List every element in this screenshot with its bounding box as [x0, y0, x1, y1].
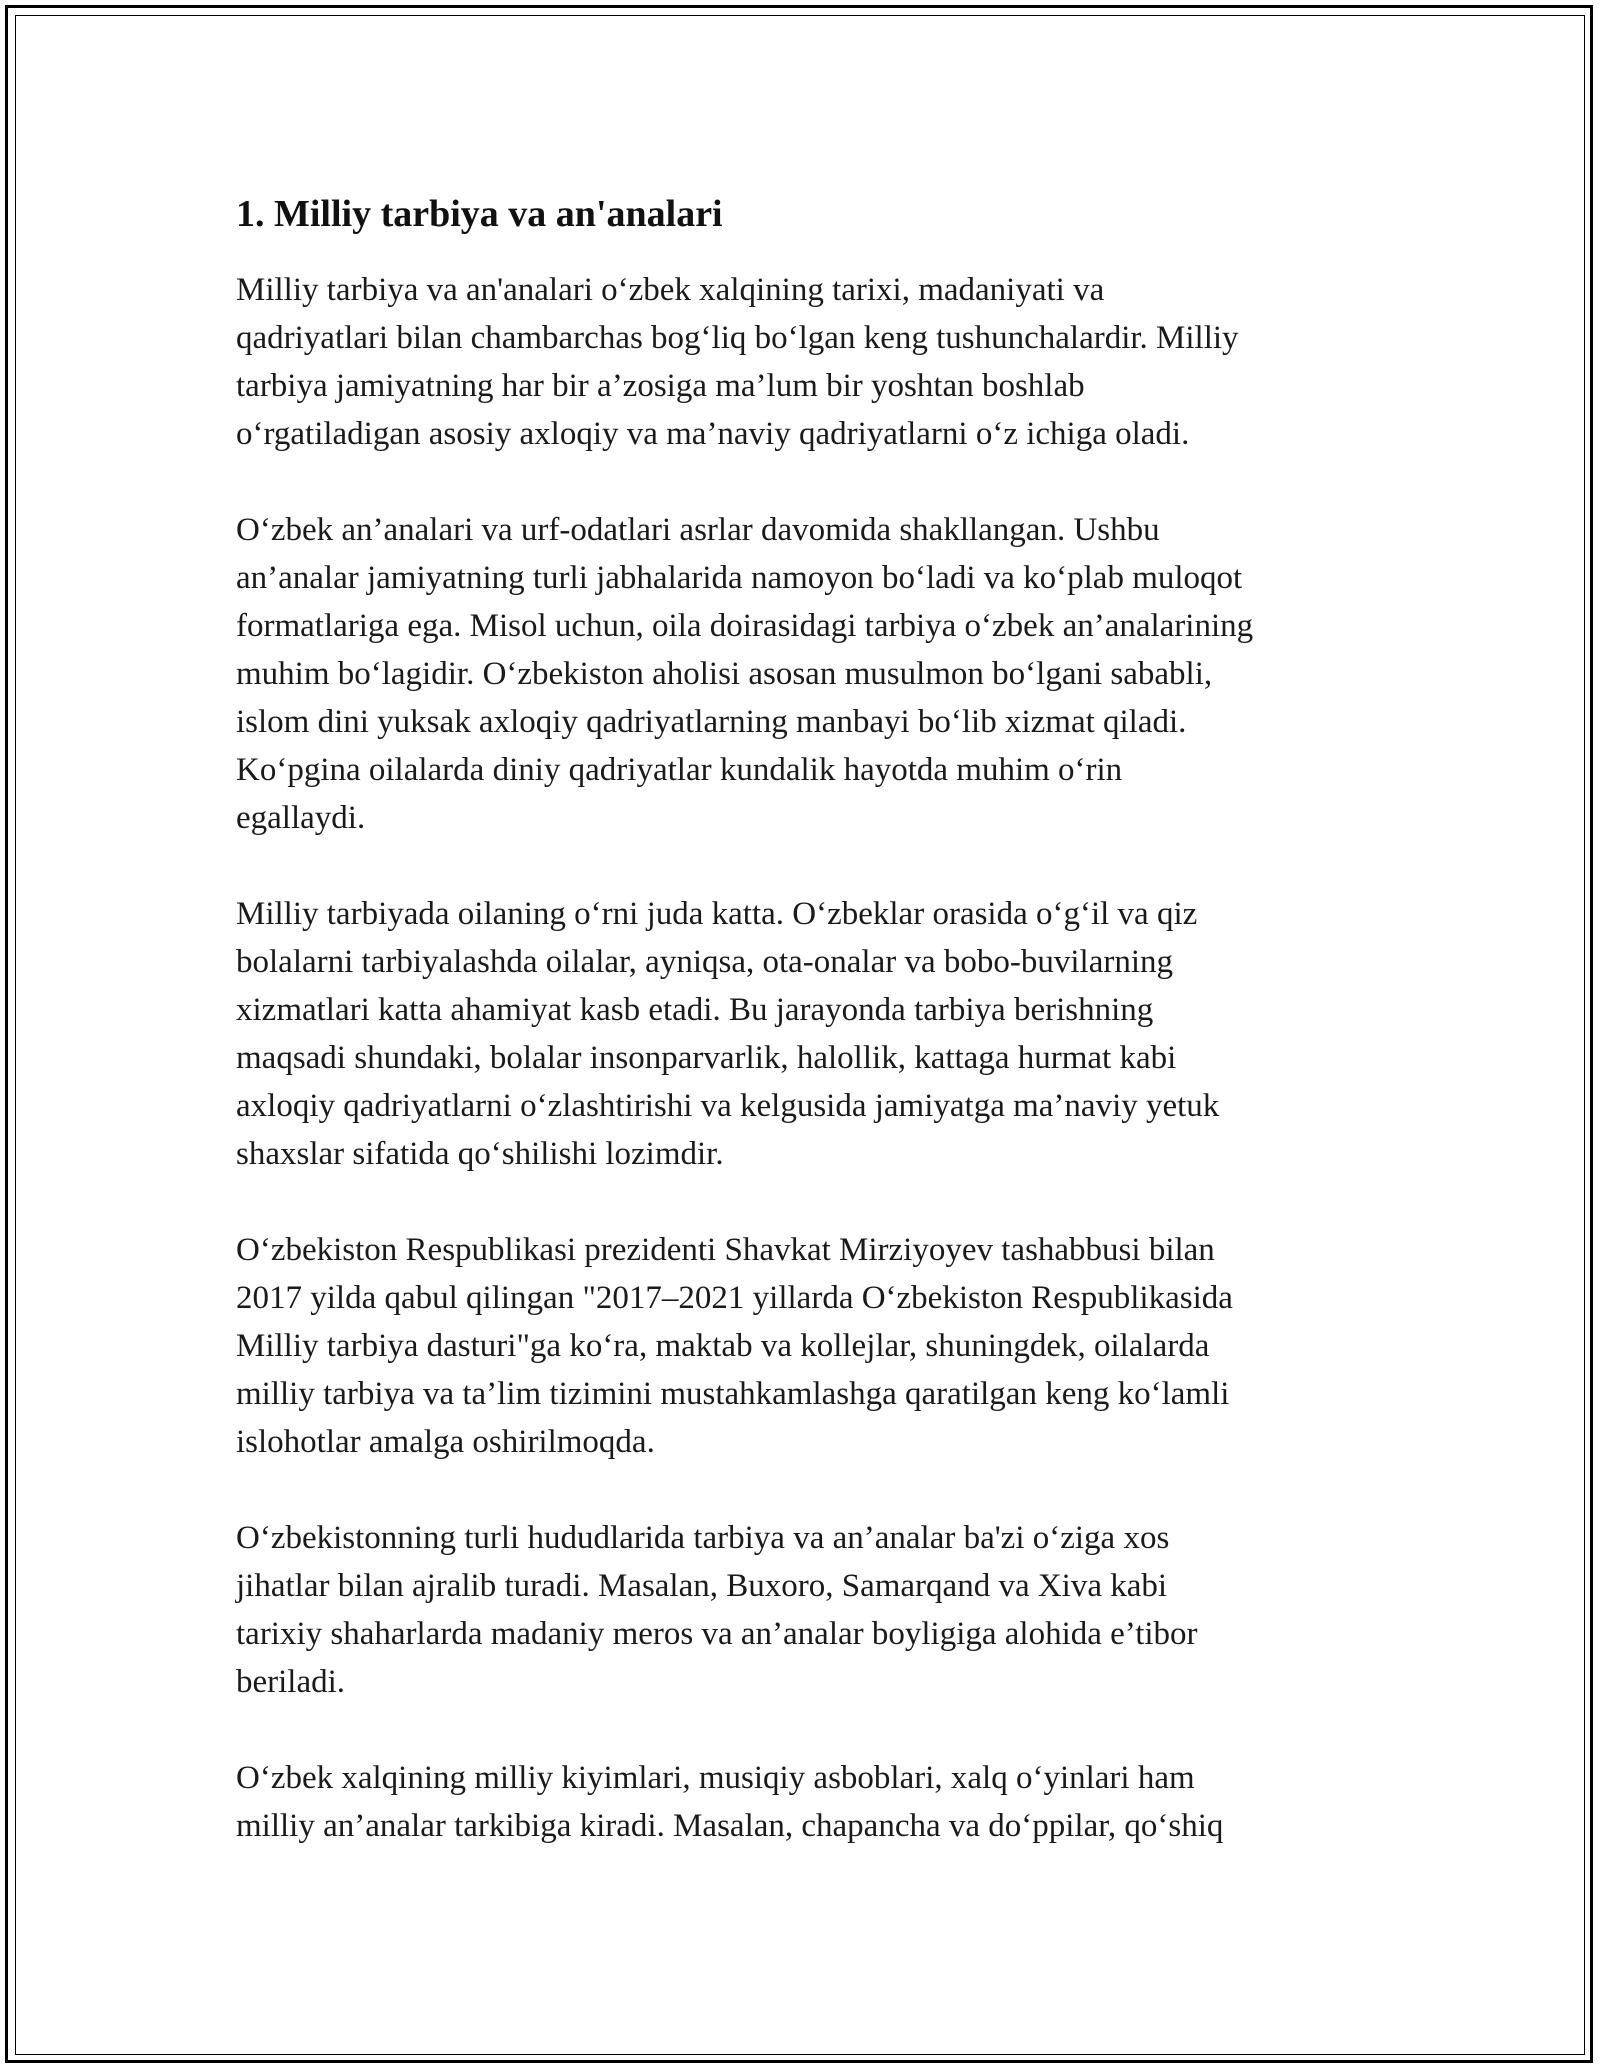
paragraph-4: O‘zbekiston Respublikasi prezidenti Shavkat Mirziyoyev tashabbusi bilan 2017 yilda qabul qilingan "2017–2021 yillarda O‘zbekiston Respublikasida Milliy tarbiya dasturi"ga ko‘ra, maktab va kollejlar, shuningdek, oilalarda milliy tarbiya va ta’lim tizimini mustahkamlashga qaratilgan keng ko‘lamli islohotlar amalga oshirilmoqda.	[236, 1232, 1233, 1460]
paragraph-1: Milliy tarbiya va an'analari o‘zbek xalqining tarixi, madaniyati va qadriyatlari bilan chambarchas bog‘liq bo‘lgan keng tushunchalardir. Milliy tarbiya jamiyatning har bir a’zosiga ma’lum bir yoshtan boshlab o‘rgatiladigan asosiy axloqiy va ma’naviy qadriyatlarni o‘z ichiga oladi.	[236, 272, 1239, 452]
document-body	[236, 188, 1386, 1898]
paragraph-3: Milliy tarbiyada oilaning o‘rni juda katta. O‘zbeklar orasida o‘g‘il va qiz bolalarni tarbiyalashda oilalar, ayniqsa, ota-onalar va bobo-buvilarning xizmatlari katta ahamiyat kasb etadi. Bu jarayonda tarbiya berishning maqsadi shundaki, bolalar insonparvarlik, halollik, kattaga hurmat kabi axloqiy qadriyatlarni o‘zlashtirishi va kelgusida jamiyatga ma’naviy yetuk shaxslar sifatida qo‘shilishi lozimdir.	[236, 896, 1220, 1172]
paragraph-6: O‘zbek xalqining milliy kiyimlari, musiqiy asboblari, xalq o‘yinlari ham milliy an’analar tarkibiga kiradi. Masalan, chapancha va do‘ppilar, qo‘shiq	[236, 1760, 1224, 1844]
paragraph-2: O‘zbek an’analari va urf-odatlari asrlar davomida shakllangan. Ushbu an’analar jamiyatning turli jabhalarida namoyon bo‘ladi va ko‘plab muloqot formatlariga ega. Misol uchun, oila doirasidagi tarbiya o‘zbek an’analarining muhim bo‘lagidir. O‘zbekiston aholisi asosan musulmon bo‘lgani sababli, islom dini yuksak axloqiy qadriyatlarning manbayi bo‘lib xizmat qiladi. Ko‘pgina oilalarda diniy qadriyatlar kundalik hayotda muhim o‘rin egallaydi.	[236, 512, 1254, 836]
section-heading: 1. Milliy tarbiya va an'analari	[236, 193, 723, 235]
paragraph-5: O‘zbekistonning turli hududlarida tarbiya va an’analar ba'zi o‘ziga xos jihatlar bilan ajralib turadi. Masalan, Buxoro, Samarqand va Xiva kabi tarixiy shaharlarda madaniy meros va an’analar boyligiga alohida e’tibor beriladi.	[236, 1520, 1198, 1700]
